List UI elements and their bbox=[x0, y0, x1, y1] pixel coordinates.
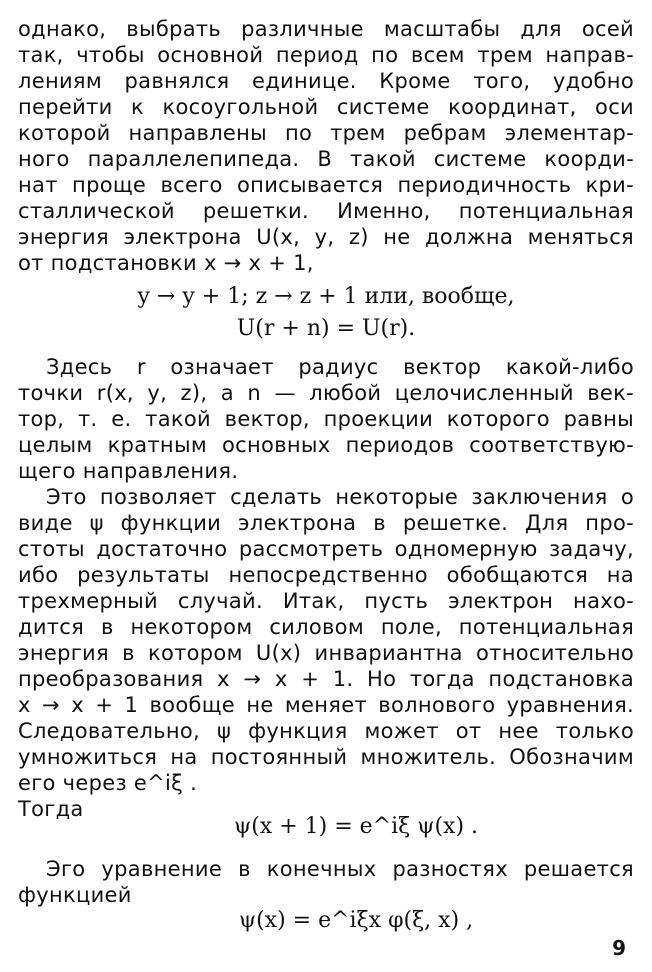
text-line: ибо результаты непосредственно обобщаются на bbox=[18, 563, 634, 587]
text-line: перейти к косоугольной системе координат, оси bbox=[18, 95, 634, 119]
text-line: лениям равнялся единице. Кроме того, удобно bbox=[18, 69, 634, 93]
text-line: функцией bbox=[18, 883, 132, 907]
text-line: целым кратным основных периодов соответствую- bbox=[18, 433, 634, 457]
formula-bloch-function: ψ(x) = e^iξx φ(ξ, x) , bbox=[238, 908, 474, 933]
text-line: точки r(x, y, z), а n — любой целочисленный век- bbox=[18, 381, 634, 405]
text-line: стоты достаточно рассмотреть одномерную задачу, bbox=[18, 537, 634, 561]
formula-bloch-shift: ψ(x + 1) = e^iξ ψ(x) . bbox=[233, 814, 479, 839]
text-line: трехмерный случай. Итак, пусть электрон нахо- bbox=[18, 589, 634, 613]
formula-substitution: y → y + 1; z → z + 1 или, вообще, bbox=[137, 284, 515, 309]
text-line: тор, т. е. такой вектор, проекции которого равны bbox=[18, 407, 634, 431]
formula-periodicity: U(r + n) = U(r). bbox=[236, 316, 416, 341]
text-line: от подстановки x → x + 1, bbox=[18, 251, 314, 275]
text-line: Эго уравнение в конечных разностях решается bbox=[46, 857, 634, 881]
text-line: Это позволяет сделать некоторые заключения о bbox=[46, 485, 634, 509]
text-line: которой направлены по трем ребрам элементар- bbox=[18, 121, 634, 145]
text-line: умножиться на постоянный множитель. Обозначим bbox=[18, 745, 634, 769]
text-line: энергия электрона U(x, y, z) не должна меняться bbox=[18, 225, 634, 249]
text-line: сталлической решетки. Именно, потенциальная bbox=[18, 199, 634, 223]
text-line: энергия в котором U(x) инвариантна относительно bbox=[18, 641, 634, 665]
text-line: x → x + 1 вообще не меняет волнового уравнения. bbox=[18, 693, 634, 717]
page-number: 9 bbox=[612, 936, 626, 960]
text-line: Тогда bbox=[18, 797, 84, 821]
text-line: ного параллелепипеда. В такой системе коорди- bbox=[18, 147, 634, 171]
text-line: дится в некотором силовом поле, потенциальная bbox=[18, 615, 634, 639]
text-line: его через e^iξ . bbox=[18, 771, 198, 795]
text-line: нат проще всего описывается периодичность кри- bbox=[18, 173, 634, 197]
text-line: Здесь r означает радиус вектор какой-либо bbox=[46, 355, 634, 379]
text-line: виде ψ функции электрона в решетке. Для про- bbox=[18, 511, 634, 535]
text-line: Следовательно, ψ функция может от нее только bbox=[18, 719, 634, 743]
text-line: так, чтобы основной период по всем трем направ- bbox=[18, 43, 634, 67]
text-line: щего направления. bbox=[18, 459, 239, 483]
text-line: преобразования x → x + 1. Но тогда подстановка bbox=[18, 667, 634, 691]
text-line: однако, выбрать различные масштабы для осей bbox=[18, 17, 634, 41]
